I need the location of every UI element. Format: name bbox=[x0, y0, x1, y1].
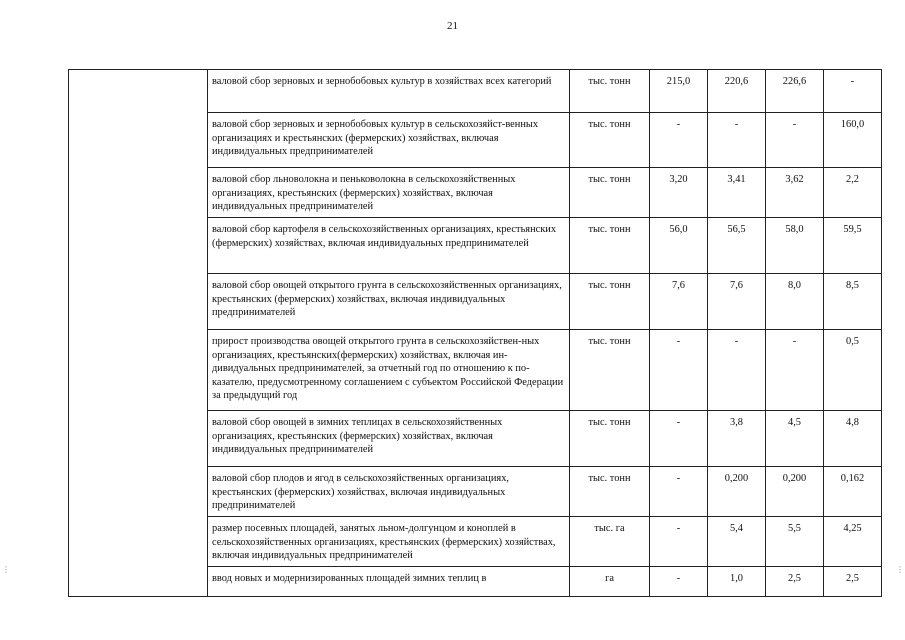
indicator-description: валовой сбор зерновых и зернобобовых культур в сельскохозяйст-венных организациях и крестьянских (фермерских) хозяйствах, включая индивидуальных предпринимателей bbox=[208, 113, 570, 168]
indicator-value: - bbox=[650, 330, 708, 411]
indicator-value: 3,62 bbox=[766, 168, 824, 218]
indicator-unit: тыс. тонн bbox=[570, 274, 650, 330]
indicators-table bbox=[68, 69, 882, 597]
indicator-value: 8,5 bbox=[824, 274, 882, 330]
indicator-unit: тыс. тонн bbox=[570, 330, 650, 411]
indicator-value: - bbox=[650, 411, 708, 467]
indicator-value: 160,0 bbox=[824, 113, 882, 168]
right-edge-mark: ⋮ bbox=[896, 565, 904, 574]
blank-first-column bbox=[69, 70, 208, 597]
indicator-value: - bbox=[766, 330, 824, 411]
indicator-value: 3,20 bbox=[650, 168, 708, 218]
indicator-value: 0,162 bbox=[824, 467, 882, 517]
indicator-value: 4,5 bbox=[766, 411, 824, 467]
indicator-value: 7,6 bbox=[650, 274, 708, 330]
indicator-value: - bbox=[650, 467, 708, 517]
indicator-value: 3,41 bbox=[708, 168, 766, 218]
indicator-value: 1,0 bbox=[708, 567, 766, 597]
indicator-value: 226,6 bbox=[766, 70, 824, 113]
indicator-unit: тыс. тонн bbox=[570, 218, 650, 274]
indicator-description: валовой сбор овощей в зимних теплицах в сельскохозяйственных организациях, крестьянских (фермерских) хозяйствах, включая индивидуальных предпринимателей bbox=[208, 411, 570, 467]
indicator-value: 0,200 bbox=[708, 467, 766, 517]
indicator-unit: тыс. га bbox=[570, 517, 650, 567]
indicator-value: - bbox=[766, 113, 824, 168]
page-number: 21 bbox=[447, 20, 458, 32]
indicator-value: - bbox=[650, 517, 708, 567]
indicator-value: 4,25 bbox=[824, 517, 882, 567]
indicator-value: 3,8 bbox=[708, 411, 766, 467]
indicator-value: 0,5 bbox=[824, 330, 882, 411]
indicator-unit: га bbox=[570, 567, 650, 597]
indicator-value: 8,0 bbox=[766, 274, 824, 330]
indicator-description: валовой сбор льноволокна и пеньковолокна в сельскохозяйственных организациях, крестьянских (фермерских) хозяйствах, включая индивидуальных предпринимателей bbox=[208, 168, 570, 218]
indicator-value: 0,200 bbox=[766, 467, 824, 517]
indicator-value: 59,5 bbox=[824, 218, 882, 274]
indicator-unit: тыс. тонн bbox=[570, 411, 650, 467]
left-edge-mark: ⋮ bbox=[2, 565, 10, 574]
indicator-value: 58,0 bbox=[766, 218, 824, 274]
indicator-value: 2,5 bbox=[766, 567, 824, 597]
indicator-value: 220,6 bbox=[708, 70, 766, 113]
indicator-description: прирост производства овощей открытого грунта в сельскохозяйствен-ных организациях, крестьянских(фермерских) хозяйствах, включая ин-дивидуальных предпринимателей, за отчетный год по отношению к по-казателю, предусмотренному соглашением с субъектом Российской Федерации за предыдущий год bbox=[208, 330, 570, 411]
indicator-value: 215,0 bbox=[650, 70, 708, 113]
indicator-value: 2,2 bbox=[824, 168, 882, 218]
indicator-unit: тыс. тонн bbox=[570, 70, 650, 113]
indicator-description: валовой сбор плодов и ягод в сельскохозяйственных организациях, крестьянских (фермерских) хозяйствах, включая индивидуальных предпринимателей bbox=[208, 467, 570, 517]
indicator-value: 2,5 bbox=[824, 567, 882, 597]
indicator-unit: тыс. тонн bbox=[570, 467, 650, 517]
indicator-description: ввод новых и модернизированных площадей зимних теплиц в bbox=[208, 567, 570, 597]
indicator-value: 5,5 bbox=[766, 517, 824, 567]
indicator-description: размер посевных площадей, занятых льном-долгунцом и коноплей в сельскохозяйственных организациях, крестьянских (фермерских) хозяйствах, включая индивидуальных предпринимателей bbox=[208, 517, 570, 567]
indicator-description: валовой сбор овощей открытого грунта в сельскохозяйственных организациях, крестьянских (фермерских) хозяйствах, включая индивидуальных предпринимателей bbox=[208, 274, 570, 330]
indicator-value: 4,8 bbox=[824, 411, 882, 467]
indicator-value: - bbox=[708, 113, 766, 168]
indicator-description: валовой сбор картофеля в сельскохозяйственных организациях, крестьянских (фермерских) хозяйствах, включая индивидуальных предпринимателей bbox=[208, 218, 570, 274]
indicator-value: - bbox=[650, 567, 708, 597]
indicator-unit: тыс. тонн bbox=[570, 113, 650, 168]
indicator-value: - bbox=[708, 330, 766, 411]
indicator-value: 7,6 bbox=[708, 274, 766, 330]
indicator-value: 5,4 bbox=[708, 517, 766, 567]
indicator-description: валовой сбор зерновых и зернобобовых культур в хозяйствах всех категорий bbox=[208, 70, 570, 113]
table-row bbox=[69, 70, 882, 113]
indicator-unit: тыс. тонн bbox=[570, 168, 650, 218]
indicator-value: 56,0 bbox=[650, 218, 708, 274]
indicator-value: - bbox=[824, 70, 882, 113]
indicator-value: 56,5 bbox=[708, 218, 766, 274]
indicator-value: - bbox=[650, 113, 708, 168]
